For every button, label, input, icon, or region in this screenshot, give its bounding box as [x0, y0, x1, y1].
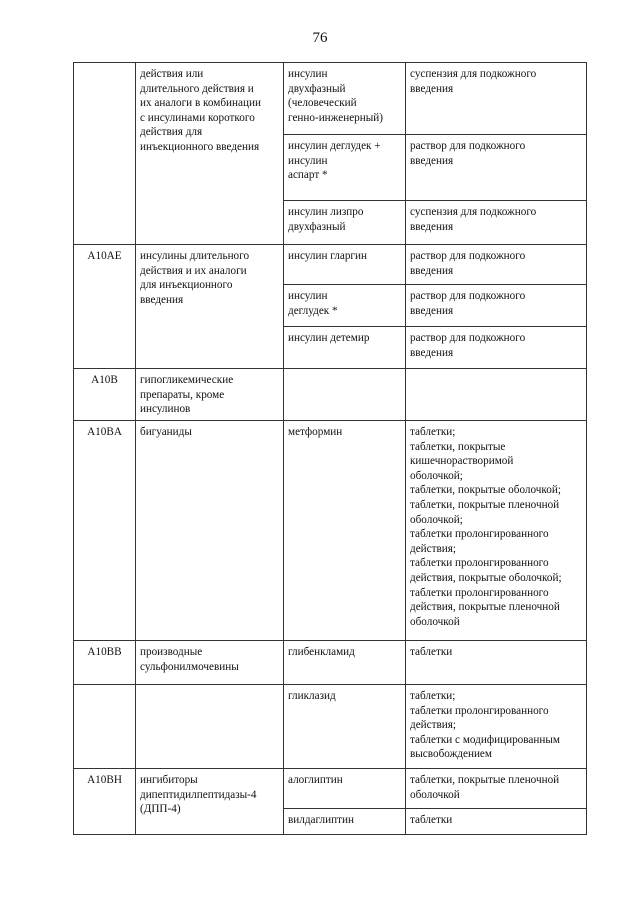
drug-name-cell: инсулин деглудек *	[284, 285, 406, 327]
atc-code-cell: A10AE	[74, 245, 136, 369]
pharmacological-group-cell: инсулины длительного действия и их аналоги для инъекционного введения	[136, 245, 284, 369]
drug-name-cell: инсулин деглудек + инсулин аспарт *	[284, 135, 406, 201]
drug-name-cell: гликлазид	[284, 685, 406, 769]
atc-code-cell	[74, 63, 136, 245]
dosage-form-cell: таблетки	[406, 809, 587, 835]
dosage-form-cell: таблетки	[406, 641, 587, 685]
drug-name-cell: инсулин гларгин	[284, 245, 406, 285]
dosage-form-cell: раствор для подкожного введения	[406, 135, 587, 201]
dosage-form-cell: суспензия для подкожного введения	[406, 63, 587, 135]
drug-name-cell: инсулин двухфазный (человеческий генно-инженерный)	[284, 63, 406, 135]
dosage-form-cell: таблетки; таблетки, покрытые кишечнорастворимой оболочкой; таблетки, покрытые оболочкой; таблетки, покрытые пленочной оболочкой; таблетки пролонгированного действия; таблетки пролонгированного действия, покрытые оболочкой; таблетки пролонгированного действия, покрытые пленочной оболочкой	[406, 421, 587, 641]
drug-name-cell: вилдаглиптин	[284, 809, 406, 835]
dosage-form-cell: суспензия для подкожного введения	[406, 201, 587, 245]
pharmacological-group-cell: гипогликемические препараты, кроме инсулинов	[136, 369, 284, 421]
dosage-form-cell	[406, 369, 587, 421]
drug-name-cell: метформин	[284, 421, 406, 641]
atc-code-cell	[74, 685, 136, 769]
atc-code-cell: A10BB	[74, 641, 136, 685]
dosage-form-cell: раствор для подкожного введения	[406, 245, 587, 285]
dosage-form-cell: раствор для подкожного введения	[406, 327, 587, 369]
drug-table-body	[74, 63, 587, 835]
table-row	[74, 641, 587, 685]
drug-name-cell: инсулин лизпро двухфазный	[284, 201, 406, 245]
pharmacological-group-cell: производные сульфонилмочевины	[136, 641, 284, 685]
pharmacological-group-cell: ингибиторы дипептидилпептидазы-4 (ДПП-4)	[136, 769, 284, 835]
page-number: 76	[312, 30, 328, 46]
drug-name-cell: инсулин детемир	[284, 327, 406, 369]
drug-name-cell: алоглиптин	[284, 769, 406, 809]
table-row	[74, 63, 587, 135]
pharmacological-group-cell: бигуаниды	[136, 421, 284, 641]
atc-code-cell: A10BH	[74, 769, 136, 835]
table-row	[74, 421, 587, 641]
pharmacological-group-cell: действия или длительного действия и их аналоги в комбинации с инсулинами короткого действия для инъекционного введения	[136, 63, 284, 245]
table-row	[74, 245, 587, 285]
drug-name-cell	[284, 369, 406, 421]
dosage-form-cell: раствор для подкожного введения	[406, 285, 587, 327]
atc-code-cell: A10B	[74, 369, 136, 421]
atc-code-cell: A10BA	[74, 421, 136, 641]
drug-name-cell: глибенкламид	[284, 641, 406, 685]
dosage-form-cell: таблетки; таблетки пролонгированного действия; таблетки с модифицированным высвобождением	[406, 685, 587, 769]
table-row	[74, 685, 587, 769]
pharmacological-group-cell	[136, 685, 284, 769]
table-row	[74, 769, 587, 809]
table-row	[74, 369, 587, 421]
dosage-form-cell: таблетки, покрытые пленочной оболочкой	[406, 769, 587, 809]
drug-table	[73, 62, 587, 835]
